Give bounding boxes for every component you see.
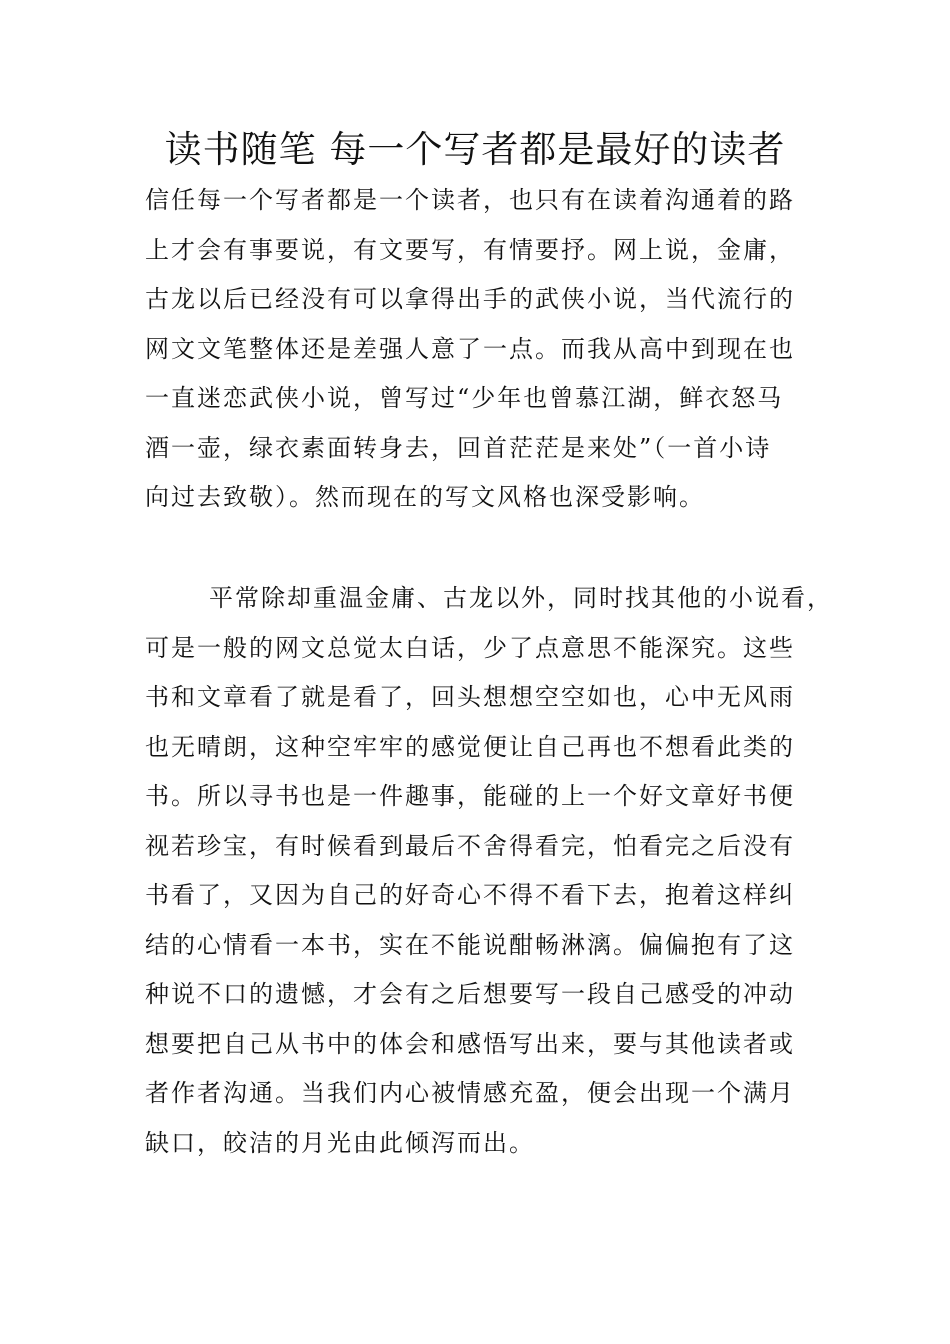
paragraph-line: 结的心情看一本书，实在不能说酣畅淋漓。偏偏抱有了这 bbox=[145, 930, 795, 959]
paragraph-line: 也无晴朗，这种空牢牢的感觉便让自己再也不想看此类的 bbox=[145, 732, 795, 761]
paragraph-line: 一直迷恋武侠小说，曾写过“少年也曾慕江湖，鲜衣怒马 bbox=[145, 384, 784, 412]
paragraph-line: 酒一壶，绿衣素面转身去，回首茫茫是来处”（一首小诗 bbox=[145, 433, 772, 462]
paragraph-line: 想要把自己从书中的体会和感悟写出来，要与其他读者或 bbox=[145, 1029, 795, 1058]
paragraph-1 bbox=[145, 176, 825, 523]
paragraph-line: 上才会有事要说，有文要写，有情要抒。网上说，金庸， bbox=[145, 235, 795, 264]
paragraph-line: 视若珍宝，有时候看到最后不舍得看完，怕看完之后没有 bbox=[145, 831, 795, 860]
paragraph-line: 古龙以后已经没有可以拿得出手的武侠小说，当代流行的 bbox=[145, 285, 795, 313]
paragraph-line: 可是一般的网文总觉太白话，少了点意思不能深究。这些 bbox=[145, 633, 795, 662]
paragraph-line: 缺口，皎洁的月光由此倾泻而出。 bbox=[145, 1128, 535, 1157]
paragraph-line: 信任每一个写者都是一个读者，也只有在读着沟通着的路 bbox=[145, 186, 795, 214]
paragraph-line: 者作者沟通。当我们内心被情感充盈，便会出现一个满月 bbox=[145, 1079, 795, 1107]
paragraph-line: 书。所以寻书也是一件趣事，能碰的上一个好文章好书便 bbox=[145, 782, 795, 810]
paragraph-line: 向过去致敬）。然而现在的写文风格也深受影响。 bbox=[145, 483, 705, 511]
paragraph-line: 书和文章看了就是看了，回头想想空空如也，心中无风雨 bbox=[145, 683, 795, 711]
document-title: 读书随笔 每一个写者都是最好的读者 bbox=[164, 128, 786, 171]
paragraph-line: 网文文笔整体还是差强人意了一点。而我从高中到现在也 bbox=[145, 334, 795, 363]
paragraph-line: 书看了，又因为自己的好奇心不得不看下去，抱着这样纠 bbox=[145, 881, 795, 909]
paragraph-line: 种说不口的遗憾，才会有之后想要写一段自己感受的冲动 bbox=[145, 980, 795, 1008]
paragraph-2 bbox=[145, 574, 833, 1168]
paragraph-line: 平常除却重温金庸、古龙以外，同时找其他的小说看， bbox=[209, 584, 833, 612]
